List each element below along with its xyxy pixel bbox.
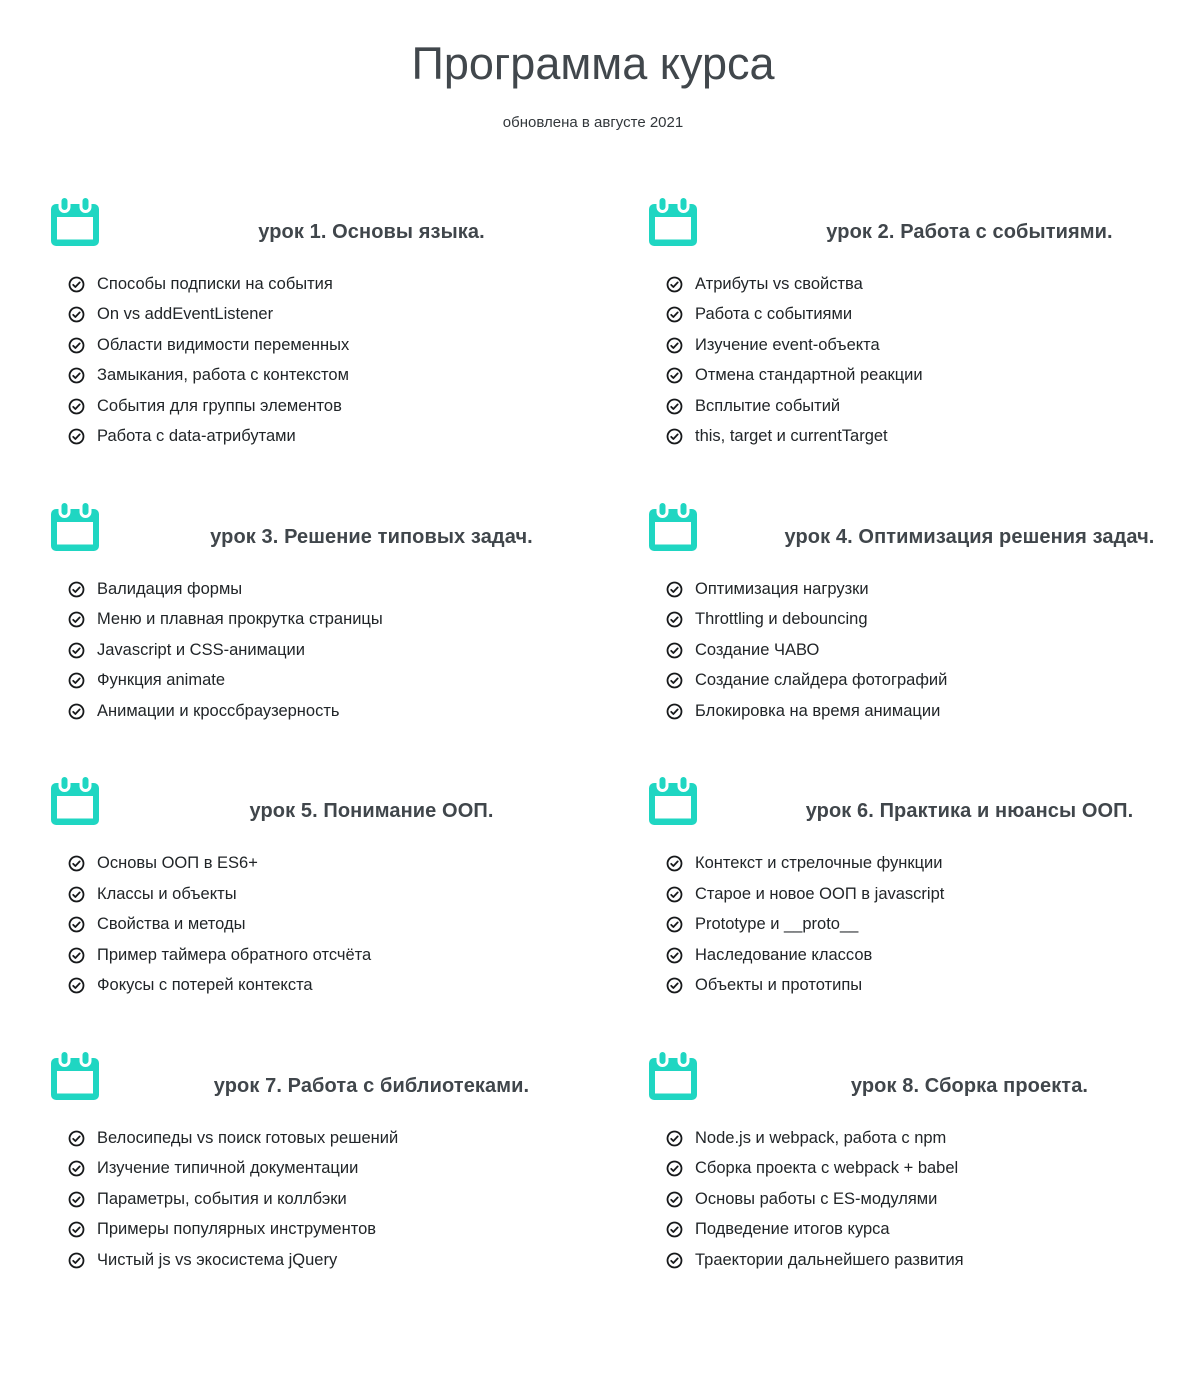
check-circle-icon [68, 367, 85, 384]
list-item [68, 696, 588, 727]
lesson-section-1 [50, 195, 588, 452]
check-circle-icon [666, 1160, 683, 1177]
list-item-label: Основы работы с ES-модулями [695, 1189, 938, 1208]
lesson-items [50, 1123, 588, 1276]
list-item [666, 635, 1186, 666]
list-item [666, 909, 1186, 940]
check-circle-icon [666, 276, 683, 293]
list-item-label: Javascript и CSS-анимации [97, 640, 305, 659]
check-circle-icon [68, 886, 85, 903]
list-item [666, 1214, 1186, 1245]
check-circle-icon [68, 276, 85, 293]
lesson-section-7 [50, 1049, 588, 1276]
list-item [68, 269, 588, 300]
list-item-label: Блокировка на время анимации [695, 701, 941, 720]
lesson-section-2 [648, 195, 1186, 452]
list-item [68, 1123, 588, 1154]
lesson-section-6 [648, 774, 1186, 1001]
lesson-title: урок 8. Сборка проекта. [850, 1074, 1089, 1097]
calendar-icon [50, 195, 100, 247]
calendar-icon [50, 500, 100, 552]
list-item-label: Атрибуты vs свойства [695, 274, 863, 293]
list-item [666, 299, 1186, 330]
check-circle-icon [68, 947, 85, 964]
list-item-label: Изучение event-объекта [695, 335, 880, 354]
list-item [666, 1245, 1186, 1276]
list-item-label: Всплытие событий [695, 396, 841, 415]
calendar-icon [50, 774, 100, 826]
check-circle-icon [666, 1252, 683, 1269]
calendar-icon [648, 195, 698, 247]
list-item-label: Меню и плавная прокрутка страницы [97, 610, 383, 628]
check-circle-icon [666, 337, 683, 354]
list-item [666, 330, 1186, 361]
check-circle-icon [68, 337, 85, 354]
check-circle-icon [68, 1130, 85, 1147]
lesson-items [50, 574, 588, 727]
check-circle-icon [666, 398, 683, 415]
check-circle-icon [68, 1160, 85, 1177]
list-item [666, 970, 1186, 1001]
list-item [68, 970, 588, 1001]
calendar-icon [648, 774, 698, 826]
check-circle-icon [68, 916, 85, 933]
check-circle-icon [68, 703, 85, 720]
check-circle-icon [68, 855, 85, 872]
list-item [68, 604, 588, 635]
list-item-label: Node.js и webpack, работа с npm [695, 1128, 947, 1147]
list-item-label: Контекст и стрелочные функции [695, 854, 943, 872]
lesson-title: урок 7. Работа с библиотеками. [213, 1074, 530, 1097]
list-item-label: Валидация формы [97, 579, 243, 598]
lesson-header [50, 774, 588, 826]
lesson-title: урок 1. Основы языка. [258, 220, 485, 243]
check-circle-icon [666, 703, 683, 720]
list-item-label: Велосипеды vs поиск готовых решений [97, 1128, 399, 1147]
list-item-label: Отмена стандартной реакции [695, 366, 923, 384]
lesson-title: урок 3. Решение типовых задач. [210, 525, 533, 548]
check-circle-icon [666, 977, 683, 994]
check-circle-icon [666, 855, 683, 872]
check-circle-icon [68, 1252, 85, 1269]
lesson-header [50, 1049, 588, 1101]
lesson-section-3 [50, 500, 588, 727]
check-circle-icon [68, 1221, 85, 1238]
list-item-label: События для группы элементов [97, 396, 342, 415]
check-circle-icon [68, 581, 85, 598]
lesson-header [648, 500, 1186, 552]
list-item [68, 1245, 588, 1276]
list-item [68, 635, 588, 666]
list-item [666, 940, 1186, 971]
lesson-title: урок 2. Работа с событиями. [826, 220, 1113, 243]
list-item [666, 574, 1186, 605]
list-item-label: Объекты и прототипы [695, 976, 863, 994]
lesson-header [648, 774, 1186, 826]
list-item-label: Prototype и __proto__ [695, 915, 859, 933]
lesson-items [50, 848, 588, 1001]
page-title: Программа курса [411, 38, 775, 89]
list-item [68, 848, 588, 879]
list-item [68, 391, 588, 422]
list-item-label: Функция animate [97, 671, 226, 689]
lessons-grid [0, 195, 1186, 1364]
lesson-header [50, 195, 588, 247]
check-circle-icon [666, 642, 683, 659]
list-item-label: this, target и currentTarget [695, 427, 888, 445]
list-item-label: Замыкания, работа с контекстом [97, 366, 349, 384]
check-circle-icon [666, 367, 683, 384]
lesson-title: урок 4. Оптимизация решения задач. [784, 525, 1155, 548]
list-item [666, 1184, 1186, 1215]
list-item-label: Создание слайдера фотографий [695, 671, 948, 689]
list-item [666, 360, 1186, 391]
list-item-label: Оптимизация нагрузки [695, 579, 869, 598]
list-item [666, 665, 1186, 696]
list-item [68, 574, 588, 605]
check-circle-icon [68, 642, 85, 659]
lesson-section-8 [648, 1049, 1186, 1276]
lesson-items [648, 269, 1186, 452]
list-item-label: Траектории дальнейшего развития [695, 1250, 964, 1269]
list-item [68, 665, 588, 696]
list-item-label: Примеры популярных инструментов [97, 1220, 377, 1238]
calendar-icon [50, 1049, 100, 1101]
check-circle-icon [666, 1130, 683, 1147]
lesson-section-5 [50, 774, 588, 1001]
list-item-label: Подведение итогов курса [695, 1220, 890, 1238]
lesson-header [50, 500, 588, 552]
list-item-label: Чистый js vs экосистема jQuery [97, 1250, 338, 1269]
page-subtitle: обновлена в августе 2021 [502, 113, 684, 131]
list-item-label: Анимации и кроссбраузерность [97, 701, 340, 720]
list-item-label: Свойства и методы [97, 915, 246, 933]
list-item [68, 1153, 588, 1184]
list-item-label: Создание ЧАВО [695, 640, 820, 659]
check-circle-icon [68, 1191, 85, 1208]
list-item-label: Работа с событиями [695, 305, 853, 323]
list-item-label: Области видимости переменных [97, 335, 350, 354]
check-circle-icon [666, 672, 683, 689]
check-circle-icon [666, 947, 683, 964]
list-item-label: Изучение типичной документации [97, 1159, 359, 1177]
check-circle-icon [666, 916, 683, 933]
list-item-label: Пример таймера обратного отсчёта [97, 945, 372, 964]
lesson-items [648, 1123, 1186, 1276]
check-circle-icon [666, 1191, 683, 1208]
list-item [666, 1153, 1186, 1184]
check-circle-icon [666, 306, 683, 323]
check-circle-icon [68, 398, 85, 415]
lesson-section-4 [648, 500, 1186, 727]
list-item [68, 299, 588, 330]
check-circle-icon [666, 886, 683, 903]
list-item [666, 879, 1186, 910]
list-item [666, 604, 1186, 635]
check-circle-icon [68, 306, 85, 323]
list-item [68, 421, 588, 452]
list-item [68, 330, 588, 361]
list-item [68, 879, 588, 910]
list-item-label: Старое и новое ООП в javascript [695, 884, 945, 903]
list-item [666, 696, 1186, 727]
list-item-label: Основы ООП в ES6+ [97, 854, 258, 872]
list-item-label: Throttling и debouncing [695, 610, 868, 628]
list-item [666, 1123, 1186, 1154]
list-item [666, 391, 1186, 422]
calendar-icon [648, 500, 698, 552]
list-item-label: Параметры, события и коллбэки [97, 1189, 347, 1208]
list-item-label: Классы и объекты [97, 884, 237, 903]
check-circle-icon [666, 581, 683, 598]
list-item [666, 848, 1186, 879]
check-circle-icon [68, 672, 85, 689]
list-item [666, 269, 1186, 300]
list-item [68, 1184, 588, 1215]
list-item-label: On vs addEventListener [97, 305, 274, 323]
check-circle-icon [666, 1221, 683, 1238]
list-item-label: Способы подписки на события [97, 274, 333, 293]
list-item [666, 421, 1186, 452]
list-item-label: Фокусы с потерей контекста [97, 976, 313, 994]
list-item-label: Наследование классов [695, 945, 873, 964]
lesson-title: урок 5. Понимание ООП. [249, 800, 494, 823]
lesson-title: урок 6. Практика и нюансы ООП. [805, 800, 1134, 823]
lesson-items [50, 269, 588, 452]
list-item-label: Работа с data-атрибутами [97, 427, 296, 445]
check-circle-icon [666, 611, 683, 628]
check-circle-icon [666, 428, 683, 445]
list-item-label: Сборка проекта с webpack + babel [695, 1159, 959, 1177]
list-item [68, 909, 588, 940]
check-circle-icon [68, 977, 85, 994]
calendar-icon [648, 1049, 698, 1101]
lesson-header [648, 195, 1186, 247]
check-circle-icon [68, 611, 85, 628]
list-item [68, 360, 588, 391]
list-item [68, 1214, 588, 1245]
lesson-items [648, 848, 1186, 1001]
list-item [68, 940, 588, 971]
lesson-items [648, 574, 1186, 727]
lesson-header [648, 1049, 1186, 1101]
check-circle-icon [68, 428, 85, 445]
